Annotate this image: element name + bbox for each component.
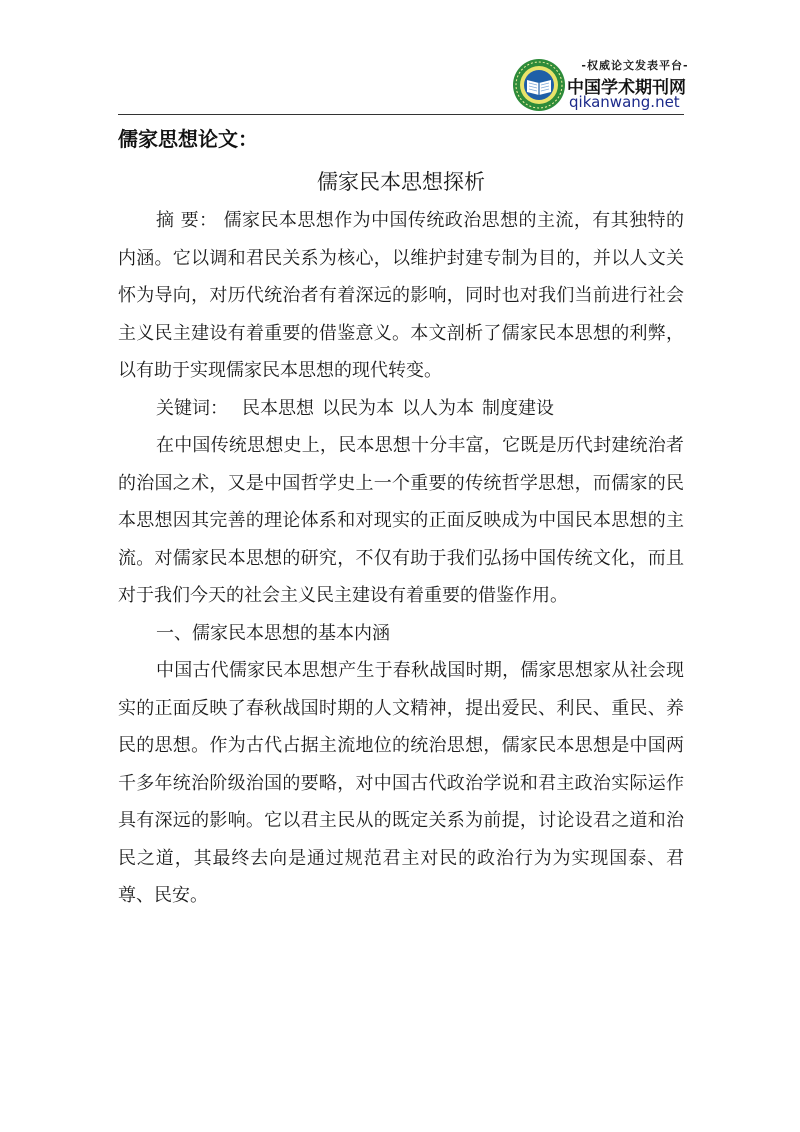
abstract-paragraph xyxy=(118,202,684,390)
abstract-label: 摘 要： xyxy=(156,210,218,231)
header-divider xyxy=(118,114,684,115)
abstract-text: 儒家民本思想作为中国传统政治思想的主流，有其独特的内涵。它以调和君民关系为核心，以维护封建专制为目的，并以人文关怀为导向，对历代统治者有着深远的影响，同时也对我们当前进行社会主义民主建设有着重要的借鉴意义。本文剖析了儒家民本思想的利弊，以有助于实现儒家民本思想的现代转变。 xyxy=(118,210,684,381)
site-name: 中国学术期刊网 xyxy=(567,78,686,98)
keywords-paragraph xyxy=(118,390,684,428)
keyword: 以人为本 xyxy=(402,397,474,419)
intro-paragraph: 在中国传统思想史上，民本思想十分丰富，它既是历代封建统治者的治国之术，又是中国哲学史上一个重要的传统哲学思想，而儒家的民本思想因其完善的理论体系和对现实的正面反映成为中国民本思想的主流。对儒家民本思想的研究，不仅有助于我们弘扬中国传统文化，而且对于我们今天的社会主义民主建设有着重要的借鉴作用。 xyxy=(118,435,684,606)
keyword: 制度建设 xyxy=(482,397,554,419)
keyword: 以民为本 xyxy=(322,397,394,419)
section-heading: 一、儒家民本思想的基本内涵 xyxy=(156,622,390,644)
site-url[interactable]: qikanwang.net xyxy=(569,93,680,111)
page-header xyxy=(0,0,800,118)
section-paragraph: 中国古代儒家民本思想产生于春秋战国时期，儒家思想家从社会现实的正面反映了春秋战国时期的人文精神，提出爱民、利民、重民、养民的思想。作为古代占据主流地位的统治思想，儒家民本思想是中国两千多年统治阶级治国的要略，对中国古代政治学说和君主政治实际运作具有深远的影响。它以君主民从的既定关系为前提，讨论设君之道和治民之道，其最终去向是通过规范君主对民的政治行为为实现国泰、君尊、民安。 xyxy=(118,660,684,906)
platform-slogan: -权威论文发表平台- xyxy=(581,59,689,72)
document-title: 儒家民本思想探析 xyxy=(317,170,485,194)
document-category: 儒家思想论文： xyxy=(118,127,258,151)
journal-logo-icon xyxy=(512,58,566,112)
document-body xyxy=(118,118,684,915)
keyword: 民本思想 xyxy=(242,397,314,419)
keywords-label: 关键词： xyxy=(156,397,228,419)
